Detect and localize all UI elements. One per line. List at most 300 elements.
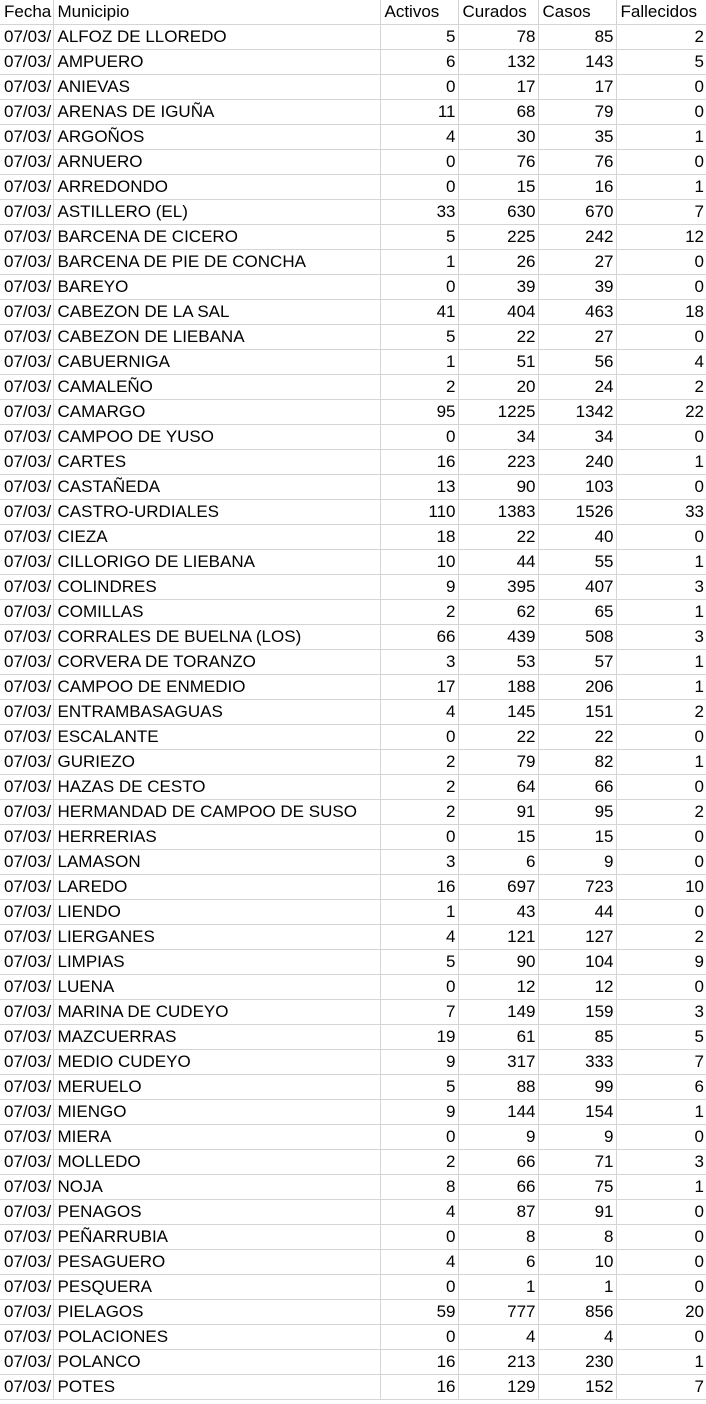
cell-curados[interactable]: 22 bbox=[458, 525, 538, 550]
cell-fallecidos[interactable]: 0 bbox=[616, 850, 706, 875]
cell-municipio[interactable]: MIERA bbox=[53, 1125, 380, 1150]
cell-casos[interactable]: 71 bbox=[538, 1150, 616, 1175]
cell-fallecidos[interactable]: 0 bbox=[616, 825, 706, 850]
cell-fecha[interactable]: 07/03/ bbox=[0, 1350, 53, 1375]
cell-fallecidos[interactable]: 0 bbox=[616, 525, 706, 550]
cell-municipio[interactable]: ANIEVAS bbox=[53, 75, 380, 100]
cell-casos[interactable]: 206 bbox=[538, 675, 616, 700]
cell-municipio[interactable]: CABEZON DE LIEBANA bbox=[53, 325, 380, 350]
cell-activos[interactable]: 2 bbox=[380, 600, 458, 625]
cell-municipio[interactable]: CABEZON DE LA SAL bbox=[53, 300, 380, 325]
cell-curados[interactable]: 22 bbox=[458, 725, 538, 750]
column-header-fallecidos[interactable]: Fallecidos bbox=[616, 0, 706, 25]
cell-curados[interactable]: 62 bbox=[458, 600, 538, 625]
cell-curados[interactable]: 121 bbox=[458, 925, 538, 950]
cell-activos[interactable]: 0 bbox=[380, 150, 458, 175]
cell-fecha[interactable]: 07/03/ bbox=[0, 275, 53, 300]
cell-casos[interactable]: 159 bbox=[538, 1000, 616, 1025]
cell-casos[interactable]: 856 bbox=[538, 1300, 616, 1325]
cell-fallecidos[interactable]: 0 bbox=[616, 1225, 706, 1250]
cell-fallecidos[interactable]: 0 bbox=[616, 425, 706, 450]
cell-activos[interactable]: 8 bbox=[380, 1175, 458, 1200]
cell-fecha[interactable]: 07/03/ bbox=[0, 200, 53, 225]
cell-curados[interactable]: 17 bbox=[458, 75, 538, 100]
cell-municipio[interactable]: GURIEZO bbox=[53, 750, 380, 775]
cell-curados[interactable]: 39 bbox=[458, 275, 538, 300]
cell-activos[interactable]: 0 bbox=[380, 975, 458, 1000]
cell-fecha[interactable]: 07/03/ bbox=[0, 175, 53, 200]
cell-curados[interactable]: 6 bbox=[458, 1250, 538, 1275]
cell-municipio[interactable]: HAZAS DE CESTO bbox=[53, 775, 380, 800]
cell-municipio[interactable]: MIENGO bbox=[53, 1100, 380, 1125]
cell-casos[interactable]: 670 bbox=[538, 200, 616, 225]
cell-activos[interactable]: 16 bbox=[380, 1350, 458, 1375]
cell-fecha[interactable]: 07/03/ bbox=[0, 625, 53, 650]
column-header-activos[interactable]: Activos bbox=[380, 0, 458, 25]
cell-fecha[interactable]: 07/03/ bbox=[0, 1050, 53, 1075]
column-header-fecha[interactable]: Fecha bbox=[0, 0, 53, 25]
cell-curados[interactable]: 213 bbox=[458, 1350, 538, 1375]
cell-activos[interactable]: 5 bbox=[380, 225, 458, 250]
cell-curados[interactable]: 90 bbox=[458, 475, 538, 500]
cell-activos[interactable]: 1 bbox=[380, 250, 458, 275]
cell-municipio[interactable]: MAZCUERRAS bbox=[53, 1025, 380, 1050]
cell-activos[interactable]: 5 bbox=[380, 325, 458, 350]
cell-fallecidos[interactable]: 0 bbox=[616, 250, 706, 275]
cell-fallecidos[interactable]: 0 bbox=[616, 325, 706, 350]
cell-curados[interactable]: 630 bbox=[458, 200, 538, 225]
cell-activos[interactable]: 95 bbox=[380, 400, 458, 425]
cell-activos[interactable]: 1 bbox=[380, 350, 458, 375]
cell-municipio[interactable]: POLACIONES bbox=[53, 1325, 380, 1350]
cell-municipio[interactable]: ARNUERO bbox=[53, 150, 380, 175]
cell-fecha[interactable]: 07/03/ bbox=[0, 850, 53, 875]
cell-curados[interactable]: 53 bbox=[458, 650, 538, 675]
cell-fallecidos[interactable]: 3 bbox=[616, 1150, 706, 1175]
cell-fecha[interactable]: 07/03/ bbox=[0, 425, 53, 450]
cell-activos[interactable]: 0 bbox=[380, 1225, 458, 1250]
cell-curados[interactable]: 9 bbox=[458, 1125, 538, 1150]
cell-activos[interactable]: 0 bbox=[380, 1325, 458, 1350]
cell-activos[interactable]: 3 bbox=[380, 850, 458, 875]
cell-casos[interactable]: 34 bbox=[538, 425, 616, 450]
cell-curados[interactable]: 1225 bbox=[458, 400, 538, 425]
cell-fallecidos[interactable]: 2 bbox=[616, 700, 706, 725]
cell-casos[interactable]: 1526 bbox=[538, 500, 616, 525]
cell-curados[interactable]: 87 bbox=[458, 1200, 538, 1225]
cell-casos[interactable]: 16 bbox=[538, 175, 616, 200]
cell-casos[interactable]: 17 bbox=[538, 75, 616, 100]
cell-fallecidos[interactable]: 0 bbox=[616, 1275, 706, 1300]
cell-fecha[interactable]: 07/03/ bbox=[0, 725, 53, 750]
cell-fallecidos[interactable]: 0 bbox=[616, 100, 706, 125]
cell-municipio[interactable]: LIERGANES bbox=[53, 925, 380, 950]
cell-municipio[interactable]: ESCALANTE bbox=[53, 725, 380, 750]
cell-municipio[interactable]: ARREDONDO bbox=[53, 175, 380, 200]
cell-municipio[interactable]: CAMALEÑO bbox=[53, 375, 380, 400]
cell-casos[interactable]: 85 bbox=[538, 25, 616, 50]
cell-casos[interactable]: 56 bbox=[538, 350, 616, 375]
cell-curados[interactable]: 15 bbox=[458, 825, 538, 850]
cell-fallecidos[interactable]: 0 bbox=[616, 1250, 706, 1275]
cell-curados[interactable]: 697 bbox=[458, 875, 538, 900]
cell-curados[interactable]: 88 bbox=[458, 1075, 538, 1100]
cell-fallecidos[interactable]: 5 bbox=[616, 50, 706, 75]
cell-curados[interactable]: 1383 bbox=[458, 500, 538, 525]
cell-casos[interactable]: 9 bbox=[538, 850, 616, 875]
cell-fecha[interactable]: 07/03/ bbox=[0, 75, 53, 100]
cell-municipio[interactable]: MARINA DE CUDEYO bbox=[53, 1000, 380, 1025]
cell-activos[interactable]: 0 bbox=[380, 175, 458, 200]
cell-activos[interactable]: 2 bbox=[380, 1150, 458, 1175]
cell-fecha[interactable]: 07/03/ bbox=[0, 1375, 53, 1400]
cell-fecha[interactable]: 07/03/ bbox=[0, 950, 53, 975]
cell-municipio[interactable]: ASTILLERO (EL) bbox=[53, 200, 380, 225]
cell-curados[interactable]: 129 bbox=[458, 1375, 538, 1400]
cell-municipio[interactable]: CILLORIGO DE LIEBANA bbox=[53, 550, 380, 575]
cell-activos[interactable]: 18 bbox=[380, 525, 458, 550]
cell-fecha[interactable]: 07/03/ bbox=[0, 925, 53, 950]
cell-casos[interactable]: 10 bbox=[538, 1250, 616, 1275]
cell-curados[interactable]: 68 bbox=[458, 100, 538, 125]
cell-activos[interactable]: 13 bbox=[380, 475, 458, 500]
cell-activos[interactable]: 16 bbox=[380, 875, 458, 900]
cell-fallecidos[interactable]: 0 bbox=[616, 150, 706, 175]
cell-activos[interactable]: 9 bbox=[380, 1100, 458, 1125]
cell-activos[interactable]: 2 bbox=[380, 800, 458, 825]
cell-fecha[interactable]: 07/03/ bbox=[0, 875, 53, 900]
cell-casos[interactable]: 8 bbox=[538, 1225, 616, 1250]
cell-fallecidos[interactable]: 7 bbox=[616, 1050, 706, 1075]
cell-fecha[interactable]: 07/03/ bbox=[0, 650, 53, 675]
cell-activos[interactable]: 5 bbox=[380, 25, 458, 50]
cell-municipio[interactable]: CIEZA bbox=[53, 525, 380, 550]
cell-fallecidos[interactable]: 1 bbox=[616, 175, 706, 200]
cell-activos[interactable]: 0 bbox=[380, 425, 458, 450]
cell-casos[interactable]: 75 bbox=[538, 1175, 616, 1200]
cell-casos[interactable]: 333 bbox=[538, 1050, 616, 1075]
cell-casos[interactable]: 104 bbox=[538, 950, 616, 975]
cell-municipio[interactable]: PENAGOS bbox=[53, 1200, 380, 1225]
cell-fallecidos[interactable]: 0 bbox=[616, 900, 706, 925]
column-header-curados[interactable]: Curados bbox=[458, 0, 538, 25]
cell-casos[interactable]: 15 bbox=[538, 825, 616, 850]
cell-curados[interactable]: 64 bbox=[458, 775, 538, 800]
cell-fecha[interactable]: 07/03/ bbox=[0, 450, 53, 475]
cell-fecha[interactable]: 07/03/ bbox=[0, 1175, 53, 1200]
cell-fallecidos[interactable]: 1 bbox=[616, 550, 706, 575]
cell-curados[interactable]: 777 bbox=[458, 1300, 538, 1325]
cell-fallecidos[interactable]: 0 bbox=[616, 75, 706, 100]
cell-curados[interactable]: 188 bbox=[458, 675, 538, 700]
cell-casos[interactable]: 22 bbox=[538, 725, 616, 750]
cell-fecha[interactable]: 07/03/ bbox=[0, 1125, 53, 1150]
cell-municipio[interactable]: CAMARGO bbox=[53, 400, 380, 425]
cell-municipio[interactable]: CAMPOO DE ENMEDIO bbox=[53, 675, 380, 700]
cell-casos[interactable]: 407 bbox=[538, 575, 616, 600]
cell-fallecidos[interactable]: 3 bbox=[616, 625, 706, 650]
cell-fecha[interactable]: 07/03/ bbox=[0, 575, 53, 600]
cell-fecha[interactable]: 07/03/ bbox=[0, 300, 53, 325]
cell-casos[interactable]: 85 bbox=[538, 1025, 616, 1050]
cell-fallecidos[interactable]: 0 bbox=[616, 1200, 706, 1225]
cell-curados[interactable]: 404 bbox=[458, 300, 538, 325]
cell-activos[interactable]: 59 bbox=[380, 1300, 458, 1325]
cell-fallecidos[interactable]: 0 bbox=[616, 975, 706, 1000]
cell-municipio[interactable]: CASTAÑEDA bbox=[53, 475, 380, 500]
cell-fallecidos[interactable]: 0 bbox=[616, 275, 706, 300]
cell-activos[interactable]: 6 bbox=[380, 50, 458, 75]
cell-fallecidos[interactable]: 1 bbox=[616, 450, 706, 475]
cell-casos[interactable]: 95 bbox=[538, 800, 616, 825]
cell-municipio[interactable]: PIELAGOS bbox=[53, 1300, 380, 1325]
cell-curados[interactable]: 15 bbox=[458, 175, 538, 200]
cell-municipio[interactable]: ARENAS DE IGUÑA bbox=[53, 100, 380, 125]
cell-casos[interactable]: 240 bbox=[538, 450, 616, 475]
cell-fecha[interactable]: 07/03/ bbox=[0, 25, 53, 50]
cell-fecha[interactable]: 07/03/ bbox=[0, 375, 53, 400]
cell-fecha[interactable]: 07/03/ bbox=[0, 1300, 53, 1325]
cell-municipio[interactable]: COLINDRES bbox=[53, 575, 380, 600]
cell-municipio[interactable]: HERRERIAS bbox=[53, 825, 380, 850]
cell-activos[interactable]: 4 bbox=[380, 1200, 458, 1225]
cell-fecha[interactable]: 07/03/ bbox=[0, 1150, 53, 1175]
cell-curados[interactable]: 4 bbox=[458, 1325, 538, 1350]
cell-activos[interactable]: 4 bbox=[380, 125, 458, 150]
cell-fallecidos[interactable]: 7 bbox=[616, 200, 706, 225]
cell-curados[interactable]: 91 bbox=[458, 800, 538, 825]
cell-activos[interactable]: 4 bbox=[380, 1250, 458, 1275]
cell-fallecidos[interactable]: 0 bbox=[616, 725, 706, 750]
cell-activos[interactable]: 16 bbox=[380, 450, 458, 475]
cell-curados[interactable]: 6 bbox=[458, 850, 538, 875]
cell-activos[interactable]: 110 bbox=[380, 500, 458, 525]
cell-fecha[interactable]: 07/03/ bbox=[0, 400, 53, 425]
cell-activos[interactable]: 9 bbox=[380, 1050, 458, 1075]
cell-municipio[interactable]: CORRALES DE BUELNA (LOS) bbox=[53, 625, 380, 650]
cell-municipio[interactable]: MERUELO bbox=[53, 1075, 380, 1100]
cell-casos[interactable]: 35 bbox=[538, 125, 616, 150]
cell-fallecidos[interactable]: 6 bbox=[616, 1075, 706, 1100]
cell-casos[interactable]: 723 bbox=[538, 875, 616, 900]
cell-fecha[interactable]: 07/03/ bbox=[0, 675, 53, 700]
cell-curados[interactable]: 145 bbox=[458, 700, 538, 725]
cell-fallecidos[interactable]: 0 bbox=[616, 775, 706, 800]
cell-activos[interactable]: 9 bbox=[380, 575, 458, 600]
cell-municipio[interactable]: CABUERNIGA bbox=[53, 350, 380, 375]
cell-casos[interactable]: 65 bbox=[538, 600, 616, 625]
cell-fecha[interactable]: 07/03/ bbox=[0, 1000, 53, 1025]
cell-activos[interactable]: 2 bbox=[380, 375, 458, 400]
cell-municipio[interactable]: PESAGUERO bbox=[53, 1250, 380, 1275]
cell-fallecidos[interactable]: 9 bbox=[616, 950, 706, 975]
cell-municipio[interactable]: ARGOÑOS bbox=[53, 125, 380, 150]
cell-casos[interactable]: 152 bbox=[538, 1375, 616, 1400]
cell-curados[interactable]: 223 bbox=[458, 450, 538, 475]
cell-curados[interactable]: 30 bbox=[458, 125, 538, 150]
cell-fecha[interactable]: 07/03/ bbox=[0, 1100, 53, 1125]
cell-fecha[interactable]: 07/03/ bbox=[0, 775, 53, 800]
cell-casos[interactable]: 127 bbox=[538, 925, 616, 950]
cell-curados[interactable]: 66 bbox=[458, 1175, 538, 1200]
cell-curados[interactable]: 8 bbox=[458, 1225, 538, 1250]
cell-municipio[interactable]: ENTRAMBASAGUAS bbox=[53, 700, 380, 725]
cell-fallecidos[interactable]: 0 bbox=[616, 475, 706, 500]
cell-activos[interactable]: 2 bbox=[380, 750, 458, 775]
cell-casos[interactable]: 27 bbox=[538, 250, 616, 275]
cell-casos[interactable]: 55 bbox=[538, 550, 616, 575]
cell-activos[interactable]: 5 bbox=[380, 1075, 458, 1100]
cell-municipio[interactable]: POLANCO bbox=[53, 1350, 380, 1375]
cell-fallecidos[interactable]: 1 bbox=[616, 750, 706, 775]
cell-activos[interactable]: 66 bbox=[380, 625, 458, 650]
cell-municipio[interactable]: BARCENA DE PIE DE CONCHA bbox=[53, 250, 380, 275]
cell-fecha[interactable]: 07/03/ bbox=[0, 750, 53, 775]
cell-curados[interactable]: 144 bbox=[458, 1100, 538, 1125]
cell-municipio[interactable]: ALFOZ DE LLOREDO bbox=[53, 25, 380, 50]
cell-casos[interactable]: 91 bbox=[538, 1200, 616, 1225]
cell-activos[interactable]: 0 bbox=[380, 275, 458, 300]
cell-municipio[interactable]: BARCENA DE CICERO bbox=[53, 225, 380, 250]
cell-fallecidos[interactable]: 2 bbox=[616, 25, 706, 50]
cell-fecha[interactable]: 07/03/ bbox=[0, 700, 53, 725]
cell-fecha[interactable]: 07/03/ bbox=[0, 500, 53, 525]
cell-activos[interactable]: 0 bbox=[380, 1275, 458, 1300]
cell-casos[interactable]: 57 bbox=[538, 650, 616, 675]
column-header-casos[interactable]: Casos bbox=[538, 0, 616, 25]
cell-fallecidos[interactable]: 2 bbox=[616, 375, 706, 400]
cell-municipio[interactable]: LIMPIAS bbox=[53, 950, 380, 975]
cell-casos[interactable]: 1 bbox=[538, 1275, 616, 1300]
cell-casos[interactable]: 242 bbox=[538, 225, 616, 250]
cell-fallecidos[interactable]: 1 bbox=[616, 1175, 706, 1200]
cell-activos[interactable]: 17 bbox=[380, 675, 458, 700]
cell-casos[interactable]: 12 bbox=[538, 975, 616, 1000]
cell-municipio[interactable]: PEÑARRUBIA bbox=[53, 1225, 380, 1250]
cell-casos[interactable]: 44 bbox=[538, 900, 616, 925]
cell-curados[interactable]: 20 bbox=[458, 375, 538, 400]
cell-fecha[interactable]: 07/03/ bbox=[0, 975, 53, 1000]
cell-fecha[interactable]: 07/03/ bbox=[0, 350, 53, 375]
cell-municipio[interactable]: COMILLAS bbox=[53, 600, 380, 625]
cell-fallecidos[interactable]: 10 bbox=[616, 875, 706, 900]
cell-activos[interactable]: 1 bbox=[380, 900, 458, 925]
cell-casos[interactable]: 99 bbox=[538, 1075, 616, 1100]
cell-curados[interactable]: 12 bbox=[458, 975, 538, 1000]
cell-activos[interactable]: 16 bbox=[380, 1375, 458, 1400]
cell-fallecidos[interactable]: 1 bbox=[616, 675, 706, 700]
cell-fallecidos[interactable]: 1 bbox=[616, 650, 706, 675]
cell-curados[interactable]: 79 bbox=[458, 750, 538, 775]
cell-fecha[interactable]: 07/03/ bbox=[0, 1025, 53, 1050]
cell-activos[interactable]: 0 bbox=[380, 75, 458, 100]
cell-activos[interactable]: 41 bbox=[380, 300, 458, 325]
cell-municipio[interactable]: NOJA bbox=[53, 1175, 380, 1200]
cell-activos[interactable]: 11 bbox=[380, 100, 458, 125]
cell-fecha[interactable]: 07/03/ bbox=[0, 525, 53, 550]
cell-fecha[interactable]: 07/03/ bbox=[0, 825, 53, 850]
cell-curados[interactable]: 90 bbox=[458, 950, 538, 975]
cell-curados[interactable]: 61 bbox=[458, 1025, 538, 1050]
cell-fecha[interactable]: 07/03/ bbox=[0, 1225, 53, 1250]
cell-casos[interactable]: 82 bbox=[538, 750, 616, 775]
cell-activos[interactable]: 19 bbox=[380, 1025, 458, 1050]
cell-curados[interactable]: 395 bbox=[458, 575, 538, 600]
cell-fallecidos[interactable]: 5 bbox=[616, 1025, 706, 1050]
cell-fallecidos[interactable]: 7 bbox=[616, 1375, 706, 1400]
cell-casos[interactable]: 66 bbox=[538, 775, 616, 800]
cell-municipio[interactable]: MOLLEDO bbox=[53, 1150, 380, 1175]
cell-curados[interactable]: 26 bbox=[458, 250, 538, 275]
cell-casos[interactable]: 4 bbox=[538, 1325, 616, 1350]
cell-curados[interactable]: 34 bbox=[458, 425, 538, 450]
cell-fecha[interactable]: 07/03/ bbox=[0, 50, 53, 75]
cell-curados[interactable]: 317 bbox=[458, 1050, 538, 1075]
cell-municipio[interactable]: POTES bbox=[53, 1375, 380, 1400]
cell-casos[interactable]: 9 bbox=[538, 1125, 616, 1150]
cell-municipio[interactable]: LUENA bbox=[53, 975, 380, 1000]
cell-fecha[interactable]: 07/03/ bbox=[0, 1250, 53, 1275]
cell-fecha[interactable]: 07/03/ bbox=[0, 800, 53, 825]
cell-curados[interactable]: 225 bbox=[458, 225, 538, 250]
cell-fallecidos[interactable]: 0 bbox=[616, 1325, 706, 1350]
cell-activos[interactable]: 4 bbox=[380, 700, 458, 725]
cell-casos[interactable]: 508 bbox=[538, 625, 616, 650]
column-header-municipio[interactable]: Municipio bbox=[53, 0, 380, 25]
cell-curados[interactable]: 51 bbox=[458, 350, 538, 375]
cell-fallecidos[interactable]: 0 bbox=[616, 1125, 706, 1150]
cell-activos[interactable]: 3 bbox=[380, 650, 458, 675]
cell-activos[interactable]: 2 bbox=[380, 775, 458, 800]
cell-municipio[interactable]: LIENDO bbox=[53, 900, 380, 925]
cell-fallecidos[interactable]: 2 bbox=[616, 800, 706, 825]
cell-curados[interactable]: 439 bbox=[458, 625, 538, 650]
cell-fecha[interactable]: 07/03/ bbox=[0, 225, 53, 250]
cell-fecha[interactable]: 07/03/ bbox=[0, 125, 53, 150]
cell-casos[interactable]: 40 bbox=[538, 525, 616, 550]
cell-casos[interactable]: 79 bbox=[538, 100, 616, 125]
cell-curados[interactable]: 132 bbox=[458, 50, 538, 75]
cell-casos[interactable]: 154 bbox=[538, 1100, 616, 1125]
cell-activos[interactable]: 5 bbox=[380, 950, 458, 975]
cell-fecha[interactable]: 07/03/ bbox=[0, 1325, 53, 1350]
cell-fallecidos[interactable]: 1 bbox=[616, 600, 706, 625]
cell-curados[interactable]: 43 bbox=[458, 900, 538, 925]
cell-curados[interactable]: 22 bbox=[458, 325, 538, 350]
cell-fallecidos[interactable]: 1 bbox=[616, 1350, 706, 1375]
cell-casos[interactable]: 24 bbox=[538, 375, 616, 400]
cell-municipio[interactable]: BAREYO bbox=[53, 275, 380, 300]
cell-curados[interactable]: 44 bbox=[458, 550, 538, 575]
cell-fallecidos[interactable]: 12 bbox=[616, 225, 706, 250]
cell-fecha[interactable]: 07/03/ bbox=[0, 475, 53, 500]
cell-fallecidos[interactable]: 3 bbox=[616, 575, 706, 600]
cell-fecha[interactable]: 07/03/ bbox=[0, 1075, 53, 1100]
cell-casos[interactable]: 76 bbox=[538, 150, 616, 175]
cell-fallecidos[interactable]: 2 bbox=[616, 925, 706, 950]
cell-municipio[interactable]: HERMANDAD DE CAMPOO DE SUSO bbox=[53, 800, 380, 825]
cell-municipio[interactable]: CAMPOO DE YUSO bbox=[53, 425, 380, 450]
cell-curados[interactable]: 1 bbox=[458, 1275, 538, 1300]
cell-activos[interactable]: 10 bbox=[380, 550, 458, 575]
cell-fecha[interactable]: 07/03/ bbox=[0, 325, 53, 350]
cell-municipio[interactable]: LAMASON bbox=[53, 850, 380, 875]
cell-municipio[interactable]: AMPUERO bbox=[53, 50, 380, 75]
cell-curados[interactable]: 149 bbox=[458, 1000, 538, 1025]
cell-casos[interactable]: 143 bbox=[538, 50, 616, 75]
cell-fallecidos[interactable]: 3 bbox=[616, 1000, 706, 1025]
cell-fecha[interactable]: 07/03/ bbox=[0, 250, 53, 275]
